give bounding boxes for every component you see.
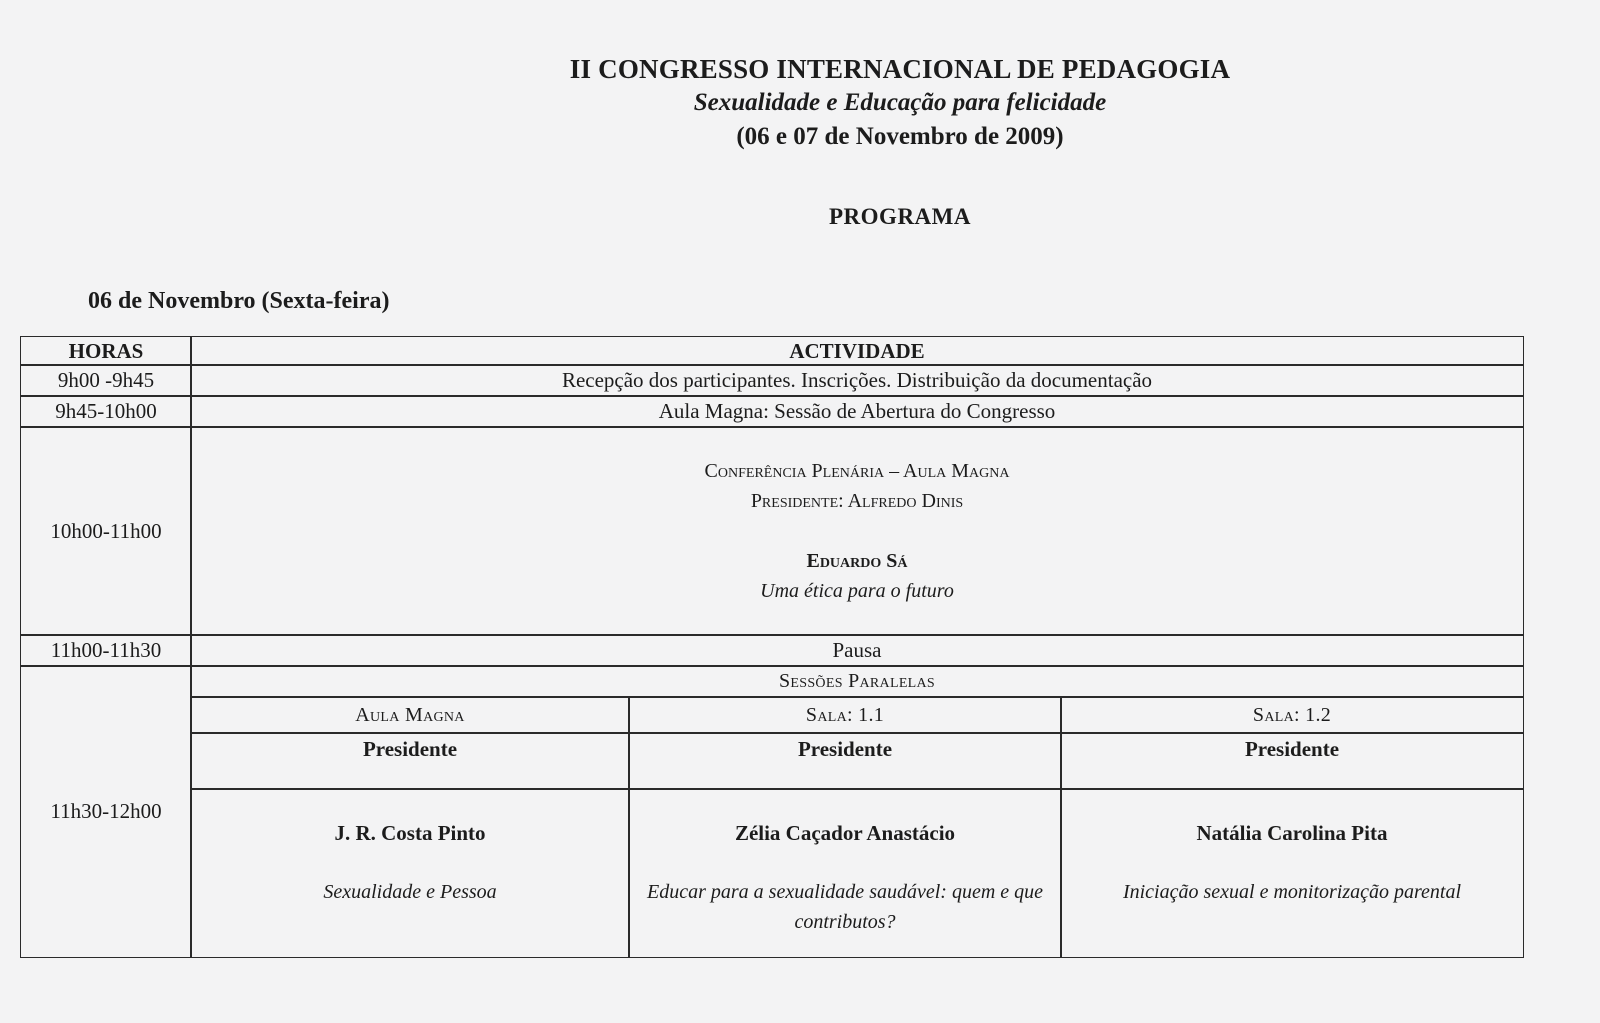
session-speaker: J. R. Costa Pinto bbox=[334, 821, 486, 845]
congress-dates: (06 e 07 de Novembro de 2009) bbox=[736, 123, 1064, 150]
conference-speaker: Eduardo Sá bbox=[806, 550, 908, 572]
session-president: Presidente bbox=[628, 732, 1062, 790]
plenary-conference-cell bbox=[190, 426, 1524, 636]
document-header bbox=[560, 52, 1240, 154]
session-cell bbox=[190, 788, 630, 958]
session-speaker: Zélia Caçador Anastácio bbox=[734, 821, 956, 845]
time-cell: 9h00 -9h45 bbox=[20, 364, 192, 397]
conference-president: Presidente: Alfredo Dinis bbox=[750, 490, 964, 512]
session-speaker: Natália Carolina Pita bbox=[1196, 821, 1388, 845]
session-cell bbox=[628, 788, 1062, 958]
time-cell: 11h30-12h00 bbox=[20, 665, 192, 958]
programa-heading: PROGRAMA bbox=[829, 204, 971, 229]
conference-talk-title: Uma ética para o futuro bbox=[760, 580, 954, 602]
session-talk-title: Sexualidade e Pessoa bbox=[323, 881, 497, 903]
session-cell bbox=[1060, 788, 1524, 958]
activity-cell: Recepção dos participantes. Inscrições. Distribuição da documentação bbox=[190, 364, 1524, 397]
session-president: Presidente bbox=[1060, 732, 1524, 790]
schedule-table bbox=[20, 336, 1524, 976]
conference-title: Conferência Plenária – Aula Magna bbox=[704, 460, 1010, 482]
time-cell: 9h45-10h00 bbox=[20, 395, 192, 428]
col-header-actividade: ACTIVIDADE bbox=[190, 336, 1524, 366]
room-header: Sala: 1.2 bbox=[1060, 696, 1524, 734]
session-talk-title: Iniciação sexual e monitorização parental bbox=[1122, 881, 1462, 903]
room-header: Sala: 1.1 bbox=[628, 696, 1062, 734]
parallel-sessions-label: Sessões Paralelas bbox=[190, 665, 1524, 698]
time-cell: 10h00-11h00 bbox=[20, 426, 192, 636]
activity-cell: Aula Magna: Sessão de Abertura do Congresso bbox=[190, 395, 1524, 428]
room-header: Aula Magna bbox=[190, 696, 630, 734]
congress-subtitle: Sexualidade e Educação para felicidade bbox=[693, 89, 1107, 116]
session-president: Presidente bbox=[190, 732, 630, 790]
congress-title: II CONGRESSO INTERNACIONAL DE PEDAGOGIA bbox=[569, 54, 1231, 84]
session-talk-title: Educar para a sexualidade saudável: quem e que contributos? bbox=[647, 881, 1044, 933]
activity-cell: Pausa bbox=[190, 634, 1524, 667]
col-header-horas: HORAS bbox=[20, 336, 192, 366]
day-heading: 06 de Novembro (Sexta-feira) bbox=[88, 288, 390, 314]
time-cell: 11h00-11h30 bbox=[20, 634, 192, 667]
